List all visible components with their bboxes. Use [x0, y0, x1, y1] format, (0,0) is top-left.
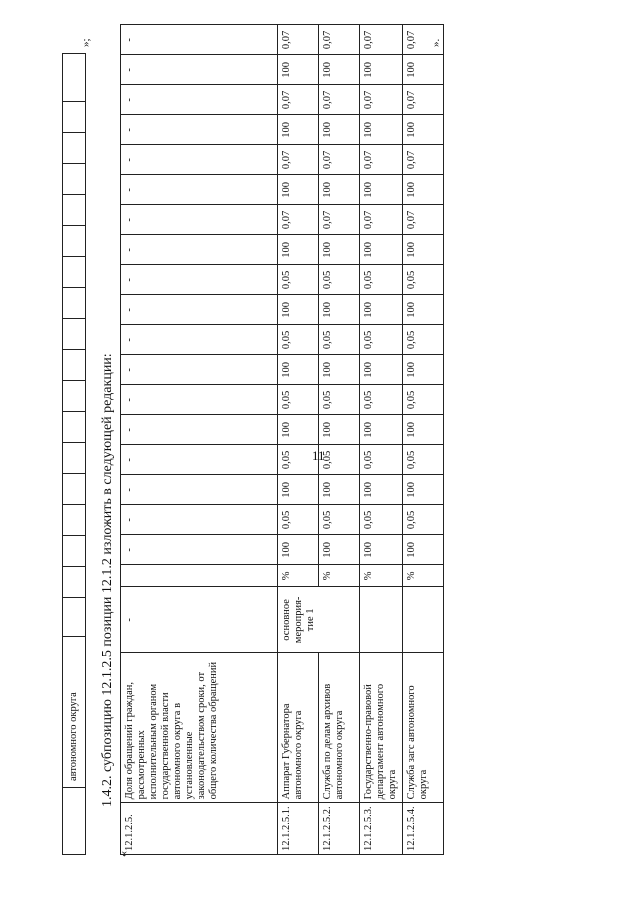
row-value: - — [121, 85, 278, 115]
row-value: 100 — [360, 295, 403, 325]
row-value: 0,07 — [360, 85, 403, 115]
row-value: 0,05 — [319, 325, 360, 355]
row-value: 100 — [403, 55, 444, 85]
row-value: 0,05 — [360, 385, 403, 415]
row-value: - — [121, 55, 278, 85]
closing-quote-top: »; — [80, 38, 92, 47]
row-value: 100 — [278, 55, 319, 85]
previous-table-strip — [62, 53, 86, 855]
row-value: 0,07 — [278, 205, 319, 235]
row-value: 100 — [278, 475, 319, 505]
row-value: 0,05 — [403, 505, 444, 535]
row-value: 0,07 — [319, 85, 360, 115]
row-value: - — [121, 145, 278, 175]
row-value: 100 — [360, 475, 403, 505]
row-code: 12.1.2.5.2. — [319, 803, 360, 855]
row-value: 100 — [278, 115, 319, 145]
row-code: 12.1.2.5.3. — [360, 803, 403, 855]
row-value: 0,05 — [278, 505, 319, 535]
row-value: 100 — [319, 535, 360, 565]
row-name: Служба загс автономного округа — [403, 653, 444, 803]
row-value: 100 — [278, 295, 319, 325]
row-value: 100 — [403, 295, 444, 325]
row-value: 0,05 — [278, 265, 319, 295]
row-value: - — [121, 475, 278, 505]
row-name: Доля обращений граждан, рассмотренных исполнительным органом государственной власти автономного округа в установленные законодательством сроки, от общего количества обращений — [121, 653, 278, 803]
row-value: 0,07 — [403, 205, 444, 235]
row-value: - — [121, 205, 278, 235]
row-value: 100 — [360, 235, 403, 265]
row-value: - — [121, 445, 278, 475]
row-value: 100 — [278, 415, 319, 445]
row-value: 0,05 — [360, 325, 403, 355]
row-value: 0,07 — [319, 205, 360, 235]
row-value: 100 — [360, 175, 403, 205]
row-activity — [360, 587, 403, 653]
row-code: 12.1.2.5. — [121, 803, 278, 855]
row-value: 100 — [319, 415, 360, 445]
row-value: 100 — [319, 175, 360, 205]
row-value: - — [121, 325, 278, 355]
opening-quote: « — [116, 851, 130, 857]
row-value: 0,07 — [403, 145, 444, 175]
row-value: 0,07 — [278, 85, 319, 115]
row-value: - — [121, 385, 278, 415]
row-value: 0,07 — [403, 25, 444, 55]
row-value: 100 — [403, 415, 444, 445]
row-value: - — [121, 295, 278, 325]
row-value: - — [121, 415, 278, 445]
row-value: 0,05 — [360, 265, 403, 295]
row-value: 0,05 — [278, 445, 319, 475]
table-row — [360, 25, 403, 855]
row-value: 0,07 — [278, 25, 319, 55]
previous-row-text: автономного округа — [68, 692, 79, 781]
row-value: - — [121, 25, 278, 55]
row-value: 100 — [403, 355, 444, 385]
row-value: 100 — [319, 475, 360, 505]
row-value: 0,07 — [278, 145, 319, 175]
row-value: 100 — [319, 355, 360, 385]
row-value: 0,05 — [278, 325, 319, 355]
row-value: 100 — [403, 175, 444, 205]
amendment-caption: 1.4.2. субпозицию 12.1.2.5 позиции 12.1.2 изложить в следующей редакции: — [100, 353, 115, 807]
row-value: - — [121, 235, 278, 265]
row-value: 100 — [403, 535, 444, 565]
table-row — [278, 25, 319, 855]
table-row — [121, 25, 278, 855]
row-value: - — [121, 355, 278, 385]
row-value: 0,07 — [319, 25, 360, 55]
row-value: 100 — [360, 55, 403, 85]
row-value: 100 — [278, 355, 319, 385]
row-value: 0,05 — [360, 445, 403, 475]
row-unit — [121, 565, 278, 587]
row-value: 0,05 — [403, 325, 444, 355]
row-value: - — [121, 505, 278, 535]
row-value: 0,07 — [360, 145, 403, 175]
row-value: 0,05 — [319, 265, 360, 295]
row-value: 100 — [319, 115, 360, 145]
row-value: 100 — [360, 115, 403, 145]
row-value: 100 — [360, 535, 403, 565]
row-value: 0,07 — [360, 25, 403, 55]
row-code: 12.1.2.5.1. — [278, 803, 319, 855]
row-name: Служба по делам архивов автономного округа — [319, 653, 360, 803]
indicators-table — [120, 24, 444, 855]
table-row — [403, 25, 444, 855]
closing-quote-bottom: ». — [430, 38, 442, 47]
row-value: - — [121, 535, 278, 565]
row-unit: % — [278, 565, 319, 587]
row-value: 0,05 — [403, 385, 444, 415]
table-row — [319, 25, 360, 855]
row-value: 100 — [278, 535, 319, 565]
row-activity — [403, 587, 444, 653]
row-code: 12.1.2.5.4. — [403, 803, 444, 855]
row-value: 100 — [403, 235, 444, 265]
row-activity: основное мероприя-тие 1 — [278, 587, 360, 653]
row-value: 0,05 — [319, 445, 360, 475]
row-value: 0,05 — [319, 385, 360, 415]
row-value: 0,07 — [319, 145, 360, 175]
row-unit: % — [360, 565, 403, 587]
row-value: 0,05 — [403, 265, 444, 295]
row-value: 100 — [360, 415, 403, 445]
row-value: 100 — [278, 235, 319, 265]
row-value: 100 — [319, 295, 360, 325]
row-activity: - — [121, 587, 278, 653]
row-value: - — [121, 265, 278, 295]
row-value: 100 — [360, 355, 403, 385]
page-number: 11 — [312, 448, 325, 463]
row-unit: % — [319, 565, 360, 587]
row-value: - — [121, 175, 278, 205]
row-value: 0,07 — [403, 85, 444, 115]
row-value: 100 — [319, 235, 360, 265]
row-value: 0,07 — [360, 205, 403, 235]
row-value: 100 — [403, 115, 444, 145]
row-value: 0,05 — [278, 385, 319, 415]
row-value: 100 — [278, 175, 319, 205]
row-value: - — [121, 115, 278, 145]
row-value: 0,05 — [360, 505, 403, 535]
row-name: Аппарат Губернатора автономного округа — [278, 653, 319, 803]
row-value: 0,05 — [319, 505, 360, 535]
row-value: 100 — [403, 475, 444, 505]
row-name: Государственно-правовой департамент автономного округа — [360, 653, 403, 803]
row-unit: % — [403, 565, 444, 587]
row-value: 100 — [319, 55, 360, 85]
row-value: 0,05 — [403, 445, 444, 475]
